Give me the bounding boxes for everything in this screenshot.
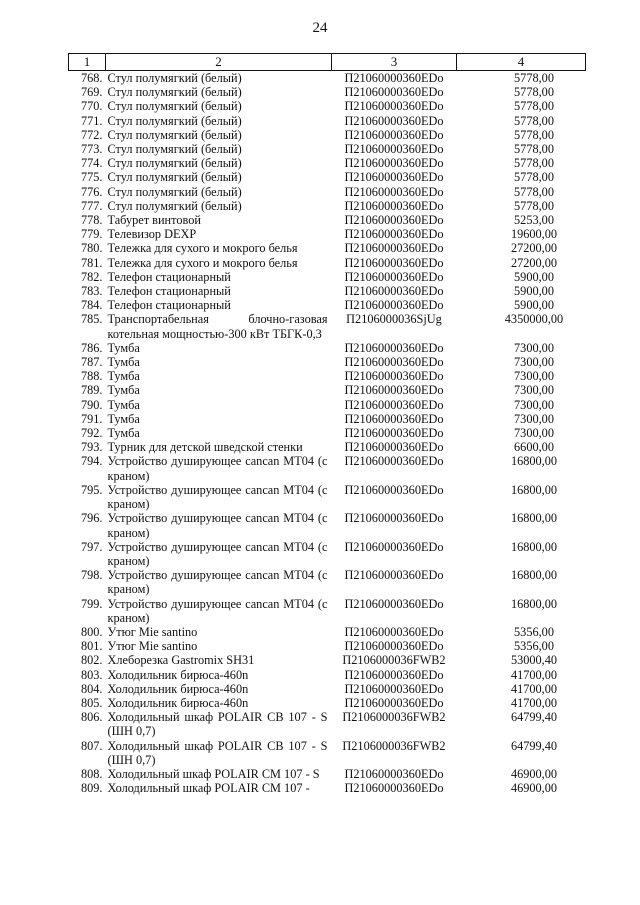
table-row [69, 781, 586, 795]
row-number: 781. [80, 255, 103, 270]
item-price: 5778,00 [514, 142, 554, 157]
table-row [69, 156, 586, 170]
inventory-code: П21060000360EDo [344, 156, 444, 171]
item-name: Холодильник бирюса-460n [107, 667, 249, 682]
table-row [69, 426, 586, 440]
column-header-code: 3 [332, 54, 457, 71]
item-price: 16800,00 [510, 454, 558, 469]
item-name: Турник для детской шведской стенки [107, 440, 303, 455]
item-name: Устройство душирующее cancan MT04 (с краном) [107, 511, 328, 540]
table-row [69, 412, 586, 426]
inventory-code: П21060000360EDo [344, 71, 444, 85]
item-name: Тумба [107, 383, 140, 398]
table-row [69, 639, 586, 653]
column-header-name: 2 [106, 54, 332, 71]
row-number: 789. [80, 383, 103, 398]
item-name: Холодильный шкаф POLAIR CM 107 - S [107, 766, 320, 781]
item-name: Телевизор DEXP [107, 227, 197, 242]
item-name: Стул полумягкий (белый) [107, 71, 242, 85]
row-number: 788. [80, 369, 103, 384]
table-row [69, 312, 586, 340]
row-number: 794. [80, 454, 103, 469]
row-number: 784. [80, 298, 103, 313]
item-price: 41700,00 [510, 667, 558, 682]
inventory-code: П21060000360EDo [344, 667, 444, 682]
table-row [69, 625, 586, 639]
row-number: 792. [80, 426, 103, 441]
item-price: 16800,00 [510, 539, 558, 554]
item-price: 5778,00 [514, 170, 554, 185]
table-row [69, 128, 586, 142]
inventory-code: П21060000360EDo [344, 781, 444, 796]
item-name: Холодильный шкаф POLAIR CB 107 - S (ШН 0,7) [107, 710, 328, 739]
item-price: 16800,00 [510, 596, 558, 611]
table-body [69, 71, 586, 796]
table-row [69, 369, 586, 383]
table-row [69, 185, 586, 199]
item-name: Тумба [107, 426, 140, 441]
inventory-code: П21060000360EDo [344, 426, 444, 441]
inventory-code: П2106000036SjUg [346, 312, 442, 327]
row-number: 778. [80, 213, 103, 228]
item-name: Холодильник бирюса-460n [107, 681, 249, 696]
item-price: 5778,00 [514, 99, 554, 114]
row-number: 776. [80, 184, 103, 199]
row-number: 782. [80, 269, 103, 284]
item-name: Табурет винтовой [107, 213, 201, 228]
inventory-code: П21060000360EDo [344, 113, 444, 128]
table-row [69, 383, 586, 397]
inventory-code: П21060000360EDo [344, 397, 444, 412]
row-number: 787. [80, 355, 103, 370]
inventory-code: П21060000360EDo [344, 766, 444, 781]
item-price: 6600,00 [514, 440, 554, 455]
row-number: 791. [80, 411, 103, 426]
item-name: Холодильный шкаф POLAIR CB 107 - S (ШН 0,7) [107, 738, 328, 767]
item-price: 5900,00 [514, 269, 554, 284]
inventory-code: П21060000360EDo [344, 596, 444, 611]
item-price: 5778,00 [514, 184, 554, 199]
item-price: 16800,00 [510, 568, 558, 583]
row-number: 783. [80, 284, 103, 299]
table-row [69, 483, 586, 511]
item-name: Стул полумягкий (белый) [107, 99, 242, 114]
item-price: 7300,00 [514, 411, 554, 426]
table-row [69, 454, 586, 482]
item-price: 5778,00 [514, 71, 554, 85]
table-row [69, 241, 586, 255]
row-number: 804. [80, 681, 103, 696]
row-number: 771. [80, 113, 103, 128]
table-row [69, 668, 586, 682]
item-price: 7300,00 [514, 355, 554, 370]
table-row [69, 710, 586, 738]
table-row [69, 85, 586, 99]
inventory-code: П2106000036FWB2 [342, 653, 446, 668]
table-row [69, 682, 586, 696]
item-price: 7300,00 [514, 426, 554, 441]
item-price: 27200,00 [510, 241, 558, 256]
item-name: Тумба [107, 369, 140, 384]
item-price: 41700,00 [510, 681, 558, 696]
table-row [69, 199, 586, 213]
item-name: Тележка для сухого и мокрого белья [107, 255, 298, 270]
item-name: Стул полумягкий (белый) [107, 127, 242, 142]
row-number: 807. [80, 738, 103, 753]
inventory-code: П21060000360EDo [344, 284, 444, 299]
item-name: Устройство душирующее cancan MT04 (с краном) [107, 568, 328, 597]
row-number: 786. [80, 340, 103, 355]
item-price: 7300,00 [514, 397, 554, 412]
item-name: Стул полумягкий (белый) [107, 198, 242, 213]
table-row [69, 170, 586, 184]
table-row [69, 270, 586, 284]
inventory-code: П21060000360EDo [344, 213, 444, 228]
item-price: 5778,00 [514, 85, 554, 100]
item-price: 46900,00 [510, 781, 558, 796]
table-row [69, 440, 586, 454]
table-row [69, 284, 586, 298]
row-number: 808. [80, 766, 103, 781]
table-row [69, 71, 586, 86]
inventory-code: П21060000360EDo [344, 298, 444, 313]
inventory-code: П21060000360EDo [344, 227, 444, 242]
inventory-code: П21060000360EDo [344, 624, 444, 639]
row-number: 802. [80, 653, 103, 668]
inventory-code: П21060000360EDo [344, 511, 444, 526]
row-number: 774. [80, 156, 103, 171]
item-name: Утюг Mie santino [107, 624, 198, 639]
row-number: 795. [80, 482, 103, 497]
column-header-number: 1 [69, 54, 106, 71]
inventory-code: П21060000360EDo [344, 198, 444, 213]
item-name: Тумба [107, 411, 140, 426]
item-price: 4350000,00 [504, 312, 564, 327]
row-number: 805. [80, 695, 103, 710]
item-name: Холодильник бирюса-460n [107, 695, 249, 710]
row-number: 800. [80, 624, 103, 639]
item-name: Телефон стационарный [107, 284, 231, 299]
item-price: 46900,00 [510, 766, 558, 781]
table-row [69, 540, 586, 568]
row-number: 801. [80, 639, 103, 654]
item-price: 41700,00 [510, 695, 558, 710]
table-row [69, 767, 586, 781]
row-number: 768. [80, 71, 103, 85]
row-number: 769. [80, 85, 103, 100]
inventory-code: П21060000360EDo [344, 568, 444, 583]
table-row [69, 568, 586, 596]
table-row [69, 99, 586, 113]
item-price: 19600,00 [510, 227, 558, 242]
row-number: 797. [80, 539, 103, 554]
inventory-code: П21060000360EDo [344, 269, 444, 284]
inventory-code: П21060000360EDo [344, 142, 444, 157]
row-number: 803. [80, 667, 103, 682]
table-row [69, 355, 586, 369]
page-number: 24 [312, 20, 328, 36]
item-price: 27200,00 [510, 255, 558, 270]
row-number: 779. [80, 227, 103, 242]
inventory-code: П21060000360EDo [344, 695, 444, 710]
inventory-code: П21060000360EDo [344, 639, 444, 654]
item-name: Тумба [107, 340, 140, 355]
inventory-code: П21060000360EDo [344, 411, 444, 426]
item-price: 5900,00 [514, 298, 554, 313]
inventory-code: П21060000360EDo [344, 369, 444, 384]
inventory-table [68, 53, 586, 795]
inventory-code: П21060000360EDo [344, 454, 444, 469]
item-name: Телефон стационарный [107, 298, 231, 313]
item-price: 5356,00 [514, 624, 554, 639]
item-name: Устройство душирующее cancan MT04 (с краном) [107, 596, 328, 625]
inventory-code: П21060000360EDo [344, 440, 444, 455]
row-number: 809. [80, 781, 103, 796]
inventory-code: П21060000360EDo [344, 184, 444, 199]
inventory-code: П21060000360EDo [344, 340, 444, 355]
item-name: Тележка для сухого и мокрого белья [107, 241, 298, 256]
inventory-code: П21060000360EDo [344, 355, 444, 370]
row-number: 798. [80, 568, 103, 583]
inventory-code: П2106000036FWB2 [342, 710, 446, 725]
item-price: 5778,00 [514, 113, 554, 128]
inventory-code: П21060000360EDo [344, 482, 444, 497]
table-row [69, 298, 586, 312]
item-price: 16800,00 [510, 511, 558, 526]
item-name: Стул полумягкий (белый) [107, 156, 242, 171]
table-row [69, 213, 586, 227]
inventory-code: П21060000360EDo [344, 85, 444, 100]
table-row [69, 398, 586, 412]
item-name: Устройство душирующее cancan MT04 (с краном) [107, 482, 328, 512]
table-row [69, 511, 586, 539]
column-header-price: 4 [457, 54, 586, 71]
item-name: Устройство душирующее cancan MT04 (с краном) [107, 539, 328, 568]
item-price: 7300,00 [514, 369, 554, 384]
row-number: 772. [80, 127, 103, 142]
item-name: Стул полумягкий (белый) [107, 113, 242, 128]
item-name: Устройство душирующее cancan MT04 (с краном) [107, 454, 328, 483]
item-price: 5253,00 [514, 213, 554, 228]
item-name: Хлеборезка Gastromix SH31 [107, 653, 255, 668]
inventory-code: П21060000360EDo [344, 241, 444, 256]
item-name: Стул полумягкий (белый) [107, 142, 242, 157]
item-name: Тумба [107, 397, 140, 412]
row-number: 775. [80, 170, 103, 185]
inventory-code: П2106000036FWB2 [342, 738, 446, 753]
inventory-code: П21060000360EDo [344, 539, 444, 554]
item-name: Холодильный шкаф POLAIR CM 107 - [107, 781, 310, 796]
item-price: 7300,00 [514, 383, 554, 398]
item-price: 53000,40 [510, 653, 558, 668]
table-row [69, 114, 586, 128]
item-name: Тумба [107, 355, 140, 370]
table-row [69, 597, 586, 625]
inventory-code: П21060000360EDo [344, 99, 444, 114]
inventory-code: П21060000360EDo [344, 255, 444, 270]
row-number: 777. [80, 198, 103, 213]
row-number: 785. [80, 312, 103, 327]
item-name: Телефон стационарный [107, 269, 231, 284]
row-number: 806. [80, 710, 103, 725]
table-row [69, 739, 586, 767]
inventory-code: П21060000360EDo [344, 383, 444, 398]
inventory-code: П21060000360EDo [344, 681, 444, 696]
table-header-row [69, 54, 586, 71]
item-price: 64799,40 [510, 738, 558, 753]
row-number: 770. [80, 99, 103, 114]
item-price: 5778,00 [514, 127, 554, 142]
table-row [69, 256, 586, 270]
table-row [69, 227, 586, 241]
row-number: 773. [80, 142, 103, 157]
item-price: 64799,40 [510, 710, 558, 725]
item-name: Транспортабельная блочно-газовая котельная мощностью-300 кВт ТБГК-0,3 [107, 312, 328, 341]
row-number: 799. [80, 596, 103, 611]
item-price: 5356,00 [514, 639, 554, 654]
table-row [69, 696, 586, 710]
item-price: 5778,00 [514, 198, 554, 213]
table-row [69, 341, 586, 355]
table-row [69, 653, 586, 667]
table-row [69, 142, 586, 156]
item-price: 5900,00 [514, 284, 554, 299]
inventory-code: П21060000360EDo [344, 127, 444, 142]
item-price: 16800,00 [510, 482, 558, 497]
item-price: 7300,00 [514, 340, 554, 355]
item-price: 5778,00 [514, 156, 554, 171]
row-number: 793. [80, 440, 103, 455]
item-name: Утюг Mie santino [107, 639, 198, 654]
item-name: Стул полумягкий (белый) [107, 85, 242, 100]
row-number: 790. [80, 397, 103, 412]
item-name: Стул полумягкий (белый) [107, 184, 242, 199]
row-number: 796. [80, 511, 103, 526]
inventory-code: П21060000360EDo [344, 170, 444, 185]
item-name: Стул полумягкий (белый) [107, 170, 242, 185]
row-number: 780. [80, 241, 103, 256]
